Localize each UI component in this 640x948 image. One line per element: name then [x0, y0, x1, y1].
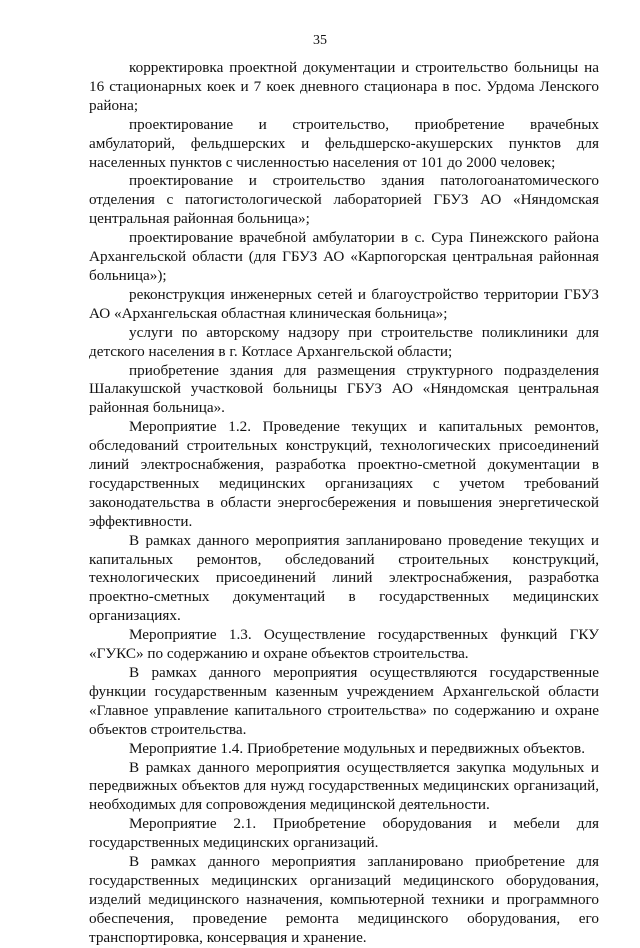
paragraph: проектирование врачебной амбулатории в с. Сура Пинежского района Архангельской области (для ГБУЗ АО «Карпогорская центральная районная больница»);: [89, 229, 599, 284]
paragraph: проектирование и строительство, приобретение врачебных амбулаторий, фельдшерских и фельдшерско-акушерских пунктов для населенных пунктов с численностью населения от 101 до 2000 человек;: [89, 115, 599, 171]
paragraph: корректировка проектной документации и строительство больницы на 16 стационарных коек и 7 коек дневного стационара в пос. Урдома Ленского района;: [89, 59, 599, 114]
paragraph: Мероприятие 1.3. Осуществление государственных функций ГКУ «ГУКС» по содержанию и охране объектов строительства.: [89, 626, 599, 663]
paragraph: услуги по авторскому надзору при строительстве поликлиники для детского населения в г. Котласе Архангельской области;: [89, 323, 599, 360]
paragraph: В рамках данного мероприятия запланировано приобретение для государственных медицинских организаций медицинского оборудования, изделий медицинского назначения, компьютерной техники и программного обеспечения, проведение ремонта медицинского оборудования, его транспортировка, консервация и хранение.: [89, 853, 599, 946]
paragraph: Мероприятие 1.4. Приобретение модульных и передвижных объектов.: [129, 739, 585, 757]
paragraph: приобретение здания для размещения структурного подразделения Шалакушской участковой больницы ГБУЗ АО «Няндомская центральная районная больница».: [89, 361, 599, 417]
paragraph: В рамках данного мероприятия осуществляется закупка модульных и передвижных объектов для нужд государственных медицинских организаций, необходимых для сопровождения медицинской деятельности.: [89, 758, 599, 814]
paragraph: Мероприятие 2.1. Приобретение оборудования и мебели для государственных медицинских организаций.: [89, 815, 599, 852]
page-number: 35: [313, 33, 327, 48]
paragraph: проектирование и строительство здания патологоанатомического отделения с патогистологической лабораторией ГБУЗ АО «Няндомская центральная районная больница»;: [89, 172, 599, 228]
paragraph: Мероприятие 1.2. Проведение текущих и капитальных ремонтов, обследований строительных конструкций, технологических присоединений линий электроснабжения, разработка проектно-сметной документации в государственных медицинских организациях с учетом требований законодательства в области энергосбережения и повышения энергетической эффективности.: [89, 418, 599, 530]
paragraph: В рамках данного мероприятия осуществляются государственные функции государственным казенным учреждением Архангельской области «Главное управление капитального строительства» по содержанию и охране объектов строительства.: [89, 664, 599, 738]
body-text: [89, 59, 599, 948]
paragraph: В рамках данного мероприятия запланировано проведение текущих и капитальных ремонтов, обследований строительных конструкций, технологических присоединений линий электроснабжения, разработка проектно-сметных документаций в государственных медицинских организациях.: [89, 531, 599, 625]
paragraph: реконструкция инженерных сетей и благоустройство территории ГБУЗ АО «Архангельская областная клиническая больница»;: [89, 285, 599, 322]
